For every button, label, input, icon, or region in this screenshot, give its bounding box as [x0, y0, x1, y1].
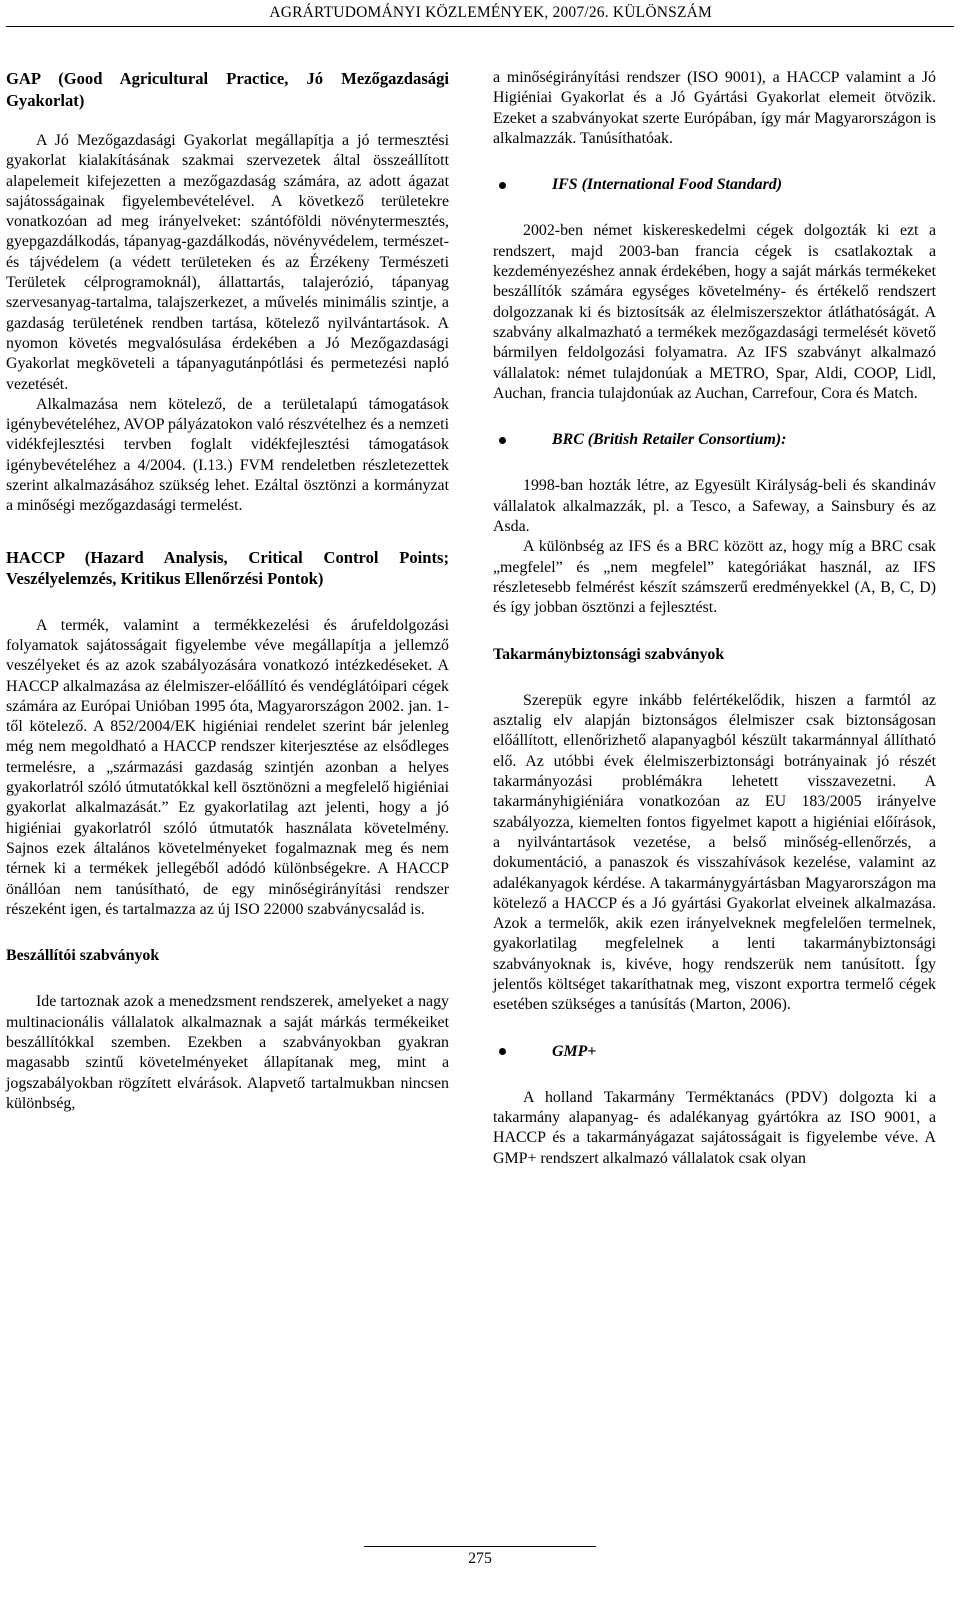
gap-paragraph-2: Alkalmazása nem kötelező, de a területalapú támogatások igénybevételéhez, AVOP pályázatokon való részvételhez és a nemzeti vidékfejlesztési tervben foglalt vidékfejlesztési támogatások igénybevételéhez a 4/2004. (I.13.) FVM rendeletben részletezettek szerint alkalmazásához szükség lehet. Ezáltal ösztönzi a kormányzat a minőségi mezőgazdasági termelést.	[6, 395, 449, 515]
brc-heading-text: BRC (British Retailer Consortium):	[552, 431, 787, 449]
running-head: AGRÁRTUDOMÁNYI KÖZLEMÉNYEK, 2007/26. KÜLÖNSZÁM	[269, 4, 712, 21]
feed-heading: Takarmánybiztonsági szabványok	[493, 645, 725, 663]
brc-paragraph-1: 1998-ban hozták létre, az Egyesült Királyság-beli és skandináv vállalatok alkalmazzák, pl. a Tesco, a Safeway, a Sainsbury és az Asda.	[493, 477, 936, 536]
continued-paragraph: a minőségirányítási rendszer (ISO 9001), a HACCP valamint a Jó Higiéniai Gyakorlat és a Jó Gyártási Gyakorlat elemeit ötvözik. Ezeket a szabványokat szerte Európában, így már Magyarországon is alkalmazzák. Tanúsíthatóak.	[493, 69, 936, 147]
footer-rule	[364, 1546, 596, 1547]
header-rule	[6, 26, 954, 27]
gmp-paragraph-1: A holland Takarmány Terméktanács (PDV) dolgozta ki a takarmány alapanyag- és adalékanyag gyártókra az ISO 9001, a HACCP és a takarmányágazat sajátosságait is figyelembe véve. A GMP+ rendszert alkalmazó vállalatok csak olyan	[493, 1088, 936, 1167]
ifs-heading-text: IFS (International Food Standard)	[552, 176, 783, 194]
gmp-heading-text: GMP+	[552, 1042, 597, 1060]
bullet-icon	[499, 1048, 506, 1055]
bullet-icon	[499, 182, 506, 189]
right-column	[493, 68, 936, 1169]
supplier-heading: Beszállítói szabványok	[6, 947, 160, 965]
gmp-heading	[493, 1042, 936, 1062]
brc-heading	[493, 430, 936, 450]
feed-paragraph-1: Szerepük egyre inkább felértékelődik, hiszen a farmtól az asztalig elv alapján biztonságos élelmiszer csak biztonságosan előállított, ellenőrizhető alapanyagból készült takarmánnyal állítható elő. Az utóbbi évek élelmiszerbiztonsági botrányainak jó részét takarmányozási problémákra lehetett visszavezetni. A takarmányhigiéniára vonatkozóan az EU 183/2005 irányelve szabályozza, kiemelten fontos figyelmet kapott a higiéniai előírások, a nyilvántartások vezetése, a belső minőség-ellenőrzés, a dokumentáció, a panaszok és visszahívások kezelése, valamint az adalékanyagok kérdése. A takarmánygyártásban Magyarországon ma kötelező a HACCP és a Jó gyártási Gyakorlat elveinek alkalmazása. Azok a termelők, akik ezen irányelveknek megfelelően termelnek, gyakorlatilag megfelelnek a lenti takarmánybiztonsági szabványoknak is, kivéve, hogy rendszerük nem tanúsított. Így jelentős költséget takaríthatnak meg, viszont exportra termelő cégek esetében szükséges a tanúsítás (Marton, 2006).	[493, 691, 936, 1014]
gap-paragraph-1: A Jó Mezőgazdasági Gyakorlat megállapítja a jó termesztési gyakorlat kialakításának szakmai szervezetek által összeállított alapelemeit kifejezetten a mezőgazdaság számára, az adott ágazat sajátosságainak figyelembevételével. A következő területekre vonatkozóan ad meg irányelveket: szántóföldi növénytermesztés, gyepgazdálkodás, tápanyag-gazdálkodás, növényvédelem, természet- és tájvédelem (a védett területeken és az Érzékeny Természeti Területek célprogramoknál), állattartás, talajerózió, tápanyag szervesanyag-tartalma, talajszerkezet, a művelés minimális szintje, a gazdaság területének rendben tartása, kötelező nyilvántartások. A nyomon követés megvalósulása érdekében a Jó Mezőgazdasági Gyakorlat megköveteli a tápanyagutánpótlási és permetezési napló vezetését.	[6, 132, 449, 393]
haccp-heading: HACCP (Hazard Analysis, Critical Control Points; Veszélyelemzés, Kritikus Ellenőrzési Pontok)	[6, 547, 449, 589]
brc-paragraph-2: A különbség az IFS és a BRC között az, hogy míg a BRC csak „megfelel” és „nem megfelel” kategóriákat használ, az IFS részletesebb felmérést készít számszerű eredményekkel (A, B, C, D) és így jobban ösztönzi a fejlesztést.	[493, 538, 936, 617]
ifs-heading	[493, 175, 936, 195]
page-footer	[6, 1546, 954, 1567]
left-column	[6, 68, 449, 1114]
supplier-paragraph-1: Ide tartoznak azok a menedzsment rendszerek, amelyeket a nagy multinacionális vállalatok alkalmaznak a saját márkás termékeiket beszállítókkal szemben. Ezekben a szabványokban gyakran magasabb szintű követelményeket állapítanak meg, mint a jogszabályokban rögzített elvárások. Alapvető tartalmukban nincsen különbség,	[6, 993, 449, 1112]
ifs-paragraph-1: 2002-ben német kiskereskedelmi cégek dolgozták ki ezt a rendszert, majd 2003-ban francia cégek is csatlakoztak a kezdeményezéshez annak érdekében, hogy a saját márkás termékeket beszállítók számára egységes követelmény- és értékelő rendszert dolgozzanak ki és biztosítsák az élelmiszerszektor átláthatóságát. A szabvány alkalmazható a termékek mezőgazdasági termelését követő bármilyen feldolgozási folyamatra. Az IFS szabványt alkalmazó vállalatok: német tulajdonúak a METRO, Spar, Aldi, COOP, Lidl, Auchan, francia tulajdonúak az Auchan, Carrefour, Cora és Match.	[493, 222, 936, 402]
haccp-paragraph-1: A termék, valamint a termékkezelési és árufeldolgozási folyamatok sajátosságait figyelembe véve megállapítja a jellemző veszélyeket és az azok szabályozására vonatkozó intézkedéseket. A HACCP alkalmazása az élelmiszer-előállító és vendéglátóipari cégek számára az Európai Unióban 1995 óta, Magyarországon 2002. jan. 1-től kötelező. A 852/2004/EK higiéniai rendelet szerint bár jelenleg még nem megoldható a HACCP rendszer kiterjesztése az elsődleges termelésre, a „származási gazdaság szintjén azonban a helyes gyakorlatról szóló útmutatókkal kell ösztönözni a megfelelő higiéniai gyakorlat alkalmazását.” Ez gyakorlatilag azt jelenti, hogy a jó higiéniai gyakorlatról szóló útmutatók használata követelmény. Sajnos ezek általános követelményeket fogalmaznak meg és nem térnek ki a termékek jellegéből adódó különbségekre. A HACCP önállóan nem tanúsítható, de egy minőségirányítási rendszer részeként igen, és tartalmazza az új ISO 22000 szabványcsalád is.	[6, 616, 449, 918]
page-number: 275	[468, 1550, 492, 1567]
gap-heading: GAP (Good Agricultural Practice, Jó Mezőgazdasági Gyakorlat)	[6, 69, 449, 110]
bullet-icon	[499, 437, 506, 444]
